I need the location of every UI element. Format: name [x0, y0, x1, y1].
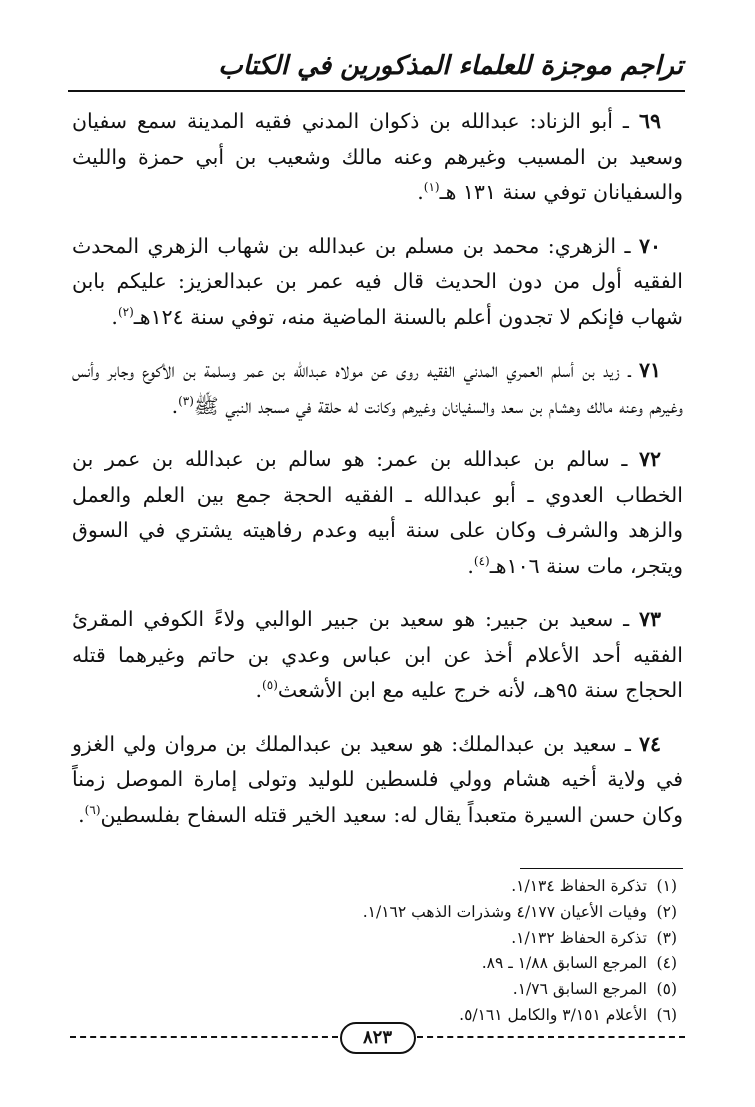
biography-entry: [72, 727, 683, 834]
footnote-ref[interactable]: (٥): [262, 678, 278, 693]
footnote-rule: [520, 868, 683, 869]
biography-entry: [72, 104, 683, 211]
entry-number: ٧٣: [638, 607, 661, 631]
footnote-text: المرجع السابق ١/٧٦.: [512, 980, 647, 999]
entry-end: .: [467, 553, 474, 578]
running-header: [70, 46, 683, 86]
biography-entry: [72, 229, 683, 336]
entry-number: ٧٢: [638, 447, 661, 471]
header-rule: [68, 90, 685, 92]
biography-entry: [72, 442, 683, 584]
footnote-item: [72, 900, 677, 926]
page-footer: [70, 1020, 685, 1054]
footnote-ref[interactable]: (١): [423, 180, 440, 195]
entry-number: ٧٠: [638, 233, 661, 258]
entry-text: ـ سعيد بن عبدالملك: هو سعيد بن عبدالملك بن مروان ولي الغزو في ولاية أخيه هشام وولي فلسطين للوليد وتولى إمارة الموصل زمناً وكان حسن السيرة متعبداً يقال له: سعيد الخير قتله السفاح بفلسطين: [72, 731, 683, 827]
footnote-ref[interactable]: (٦): [84, 802, 101, 817]
footnote-number: (١): [656, 877, 677, 895]
footnote-number: (٣): [656, 928, 677, 947]
footnote-item: [72, 977, 677, 1003]
entry-text: ـ سالم بن عبدالله بن عمر: هو سالم بن عبدالله بن عمر بن الخطاب العدوي ـ أبو عبدالله ـ الفقيه الحجة جمع بين العلم والعمل والزهد والشرف وكان على سنة أبيه وعدم رفاهيته يشتري في السوق ويتجر، مات سنة ١٠٦هـ: [72, 447, 683, 578]
footnote-text: تذكرة الحفاظ ١/١٣٢.: [511, 928, 647, 947]
entry-number: ٧٤: [638, 731, 661, 756]
footnote-item: [72, 951, 677, 977]
footnote-number: (٥): [656, 980, 677, 999]
entry-end: .: [78, 802, 85, 827]
entry-text: ـ الزهري: محمد بن مسلم بن عبدالله بن شهاب الزهري المحدث الفقيه أول من دون الحديث قال فيه عمر بن عبدالعزيز: عليكم بابن شهاب فإنكم لا تجدون أعلم بالسنة الماضية منه، توفي سنة ١٢٤هـ: [72, 233, 683, 329]
footnote-item: [72, 926, 677, 952]
footnotes: [72, 874, 677, 1029]
running-header-title: تراجم موجزة للعلماء المذكورين في الكتاب: [218, 51, 683, 81]
main-text: [72, 104, 683, 851]
footnote-text: المرجع السابق ١/٨٨ ـ ٨٩.: [481, 954, 647, 973]
page-number: ٨٢٣: [340, 1022, 416, 1054]
footer-dashed-rule-right: [417, 1036, 685, 1038]
biography-entry: [72, 602, 683, 709]
entry-end: .: [171, 393, 179, 418]
entry-end: .: [417, 180, 424, 204]
footnote-number: (٦): [656, 1005, 677, 1024]
entry-number: ٦٩: [638, 109, 661, 133]
footnote-ref[interactable]: (٤): [473, 553, 490, 568]
entry-end: .: [255, 678, 263, 702]
footnote-item: [72, 874, 677, 900]
footnote-text: الأعلام ٣/١٥١ والكامل ٥/١٦١.: [459, 1005, 647, 1024]
entry-text: ـ أبو الزناد: عبدالله بن ذكوان المدني فقيه المدينة سمع سفيان وسعيد بن المسيب وغيرهم وعنه مالك وشعيب بن أبي حمزة والليث والسفيانان توفي سنة ١٣١ هـ: [72, 109, 683, 204]
footnote-number: (٢): [656, 902, 677, 921]
footnote-text: تذكرة الحفاظ ١/١٣٤.: [511, 877, 647, 895]
entry-end: .: [111, 304, 118, 329]
footnote-ref[interactable]: (٢): [117, 304, 134, 319]
biography-entry: [72, 353, 683, 424]
footer-dashed-rule-left: [70, 1036, 338, 1038]
entry-text: ـ سعيد بن جبير: هو سعيد بن جبير الوالبي ولاءً الكوفي المقرئ الفقيه أحد الأعلام أخذ عن ابن عباس وعدي بن حاتم وغيرهما قتله الحجاج سنة ٩٥هـ، لأنه خرج عليه مع ابن الأشعث: [72, 607, 683, 702]
footnote-text: وفيات الأعيان ٤/١٧٧ وشذرات الذهب ١/١٦٢.: [362, 902, 647, 921]
entry-text: ـ زيد بن أسلم العمري المدني الفقيه روى عن مولاه عبدالله بن عمر وسلمة بن الأكوع وجابر وأنس وغيرهم وعنه مالك وهشام بن سعد والسفيانان وغيرهم وكانت له حلقة في مسجد النبي ﷺ: [72, 358, 683, 418]
entry-number: ٧١: [638, 358, 661, 382]
footnote-number: (٤): [656, 954, 677, 973]
footnote-ref[interactable]: (٣): [178, 393, 194, 408]
